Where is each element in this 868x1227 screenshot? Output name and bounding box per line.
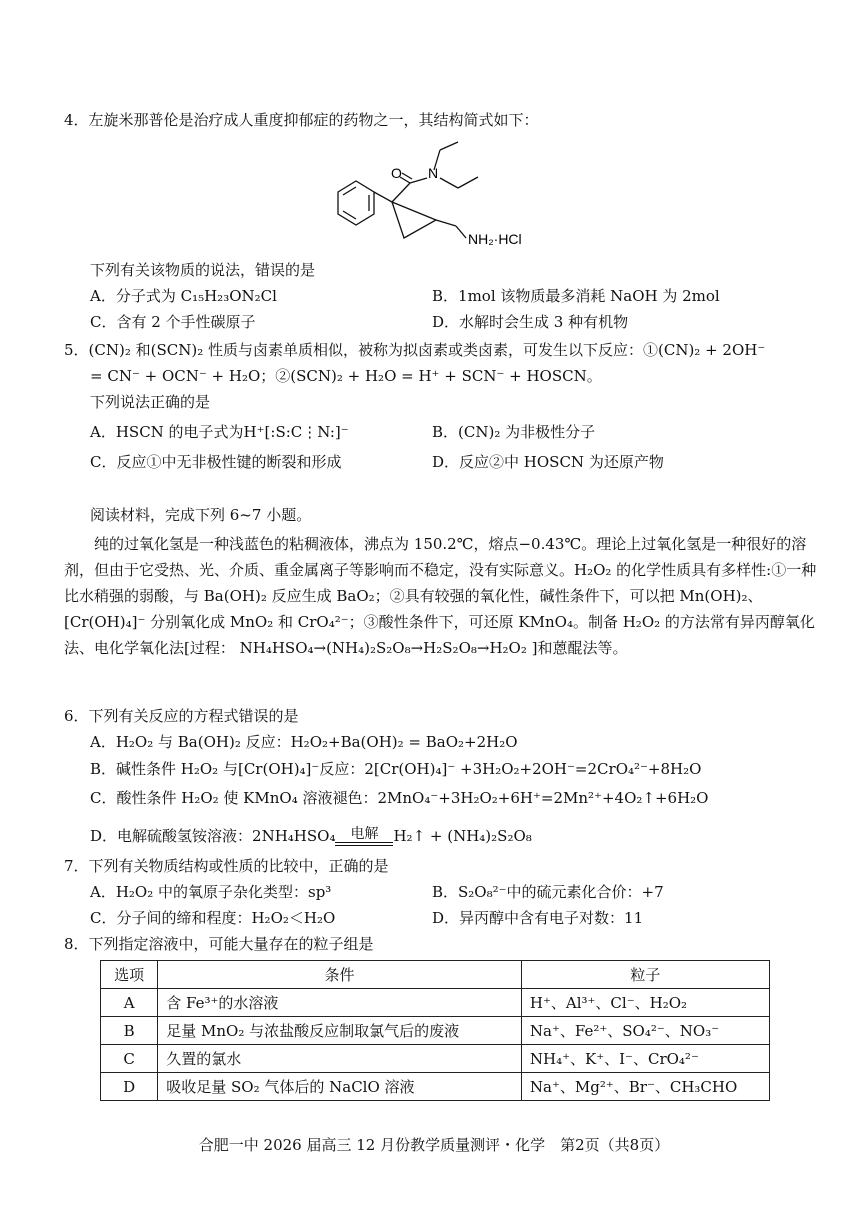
molecule-structure	[330, 134, 550, 252]
table-row	[101, 1017, 770, 1045]
q5-stem-line2: = CN⁻ + OCN⁻ + H₂O；②(SCN)₂ + H₂O = H⁺ + SCN⁻ + HOSCN。	[90, 367, 602, 385]
q4-prompt: 下列有关该物质的说法，错误的是	[90, 261, 316, 279]
table-row	[101, 1073, 770, 1101]
reading-intro: 阅读材料，完成下列 6~7 小题。	[90, 506, 312, 524]
q7-option-b: B．S₂O₈²⁻中的硫元素化合价：+7	[432, 883, 664, 901]
table-row	[101, 989, 770, 1017]
row-a-particles: H⁺、Al³⁺、Cl⁻、H₂O₂	[521, 989, 769, 1017]
row-d-particles: Na⁺、Mg²⁺、Br⁻、CH₃CHO	[521, 1073, 769, 1101]
row-b-option: B	[101, 1017, 158, 1045]
row-b-particles: Na⁺、Fe²⁺、SO₄²⁻、NO₃⁻	[521, 1017, 769, 1045]
q8-stem: 8．下列指定溶液中，可能大量存在的粒子组是	[64, 935, 374, 953]
q5-prompt: 下列说法正确的是	[90, 393, 211, 411]
mol-oxygen: O	[391, 165, 402, 181]
table-row	[101, 1045, 770, 1073]
page-footer: 合肥一中 2026 届高三 12 月份教学质量测评・化学 第2页（共8页）	[198, 1136, 670, 1154]
electrolysis-label: 电解	[350, 826, 379, 842]
mol-amine-salt: NH₂·HCl	[468, 231, 522, 247]
table-header-row	[101, 961, 770, 989]
q6-stem: 6．下列有关反应的方程式错误的是	[64, 707, 299, 725]
q5-option-d: D．反应②中 HOSCN 为还原产物	[432, 453, 664, 471]
q6-option-c: C．酸性条件 H₂O₂ 使 KMnO₄ 溶液褪色：2MnO₄⁻+3H₂O₂+6H⁺=2Mn²⁺+4O₂↑+6H₂O	[90, 789, 709, 807]
row-d-option: D	[101, 1073, 158, 1101]
q7-option-c: C．分子间的缔和程度：H₂O₂＜H₂O	[90, 909, 336, 927]
q4-option-a: A．分子式为 C₁₅H₂₃ON₂Cl	[90, 287, 277, 305]
q4-stem: 4．左旋米那普伦是治疗成人重度抑郁症的药物之一，其结构简式如下：	[64, 111, 539, 129]
q4-option-b: B．1mol 该物质最多消耗 NaOH 为 2mol	[432, 287, 720, 305]
header-condition: 条件	[158, 961, 522, 989]
q4-option-c: C．含有 2 个手性碳原子	[90, 313, 256, 331]
q6-option-d	[90, 826, 532, 846]
header-particles: 粒子	[521, 961, 769, 989]
row-a-option: A	[101, 989, 158, 1017]
q7-option-a: A．H₂O₂ 中的氧原子杂化类型：sp³	[90, 883, 332, 901]
row-c-option: C	[101, 1045, 158, 1073]
q5-stem-line1: 5．(CN)₂ 和(SCN)₂ 性质与卤素单质相似，被称为拟卤素或类卤素，可发生以下反应：①(CN)₂ + 2OH⁻	[64, 341, 766, 359]
q5-option-b: B．(CN)₂ 为非极性分子	[432, 423, 596, 441]
mol-nitrogen: N	[428, 165, 439, 181]
q5-option-a: A．HSCN 的电子式为H⁺[:S:C⋮N:]⁻	[90, 423, 349, 441]
row-b-condition: 足量 MnO₂ 与浓盐酸反应制取氯气后的废液	[158, 1017, 522, 1045]
row-c-particles: NH₄⁺、K⁺、I⁻、CrO₄²⁻	[521, 1045, 769, 1073]
q8-table	[100, 960, 770, 1101]
row-a-condition: 含 Fe³⁺的水溶液	[158, 989, 522, 1017]
q6-d-right: H₂↑ + (NH₄)₂S₂O₈	[393, 827, 532, 845]
q7-option-d: D．异丙醇中含有电子对数：11	[432, 909, 644, 927]
q5-option-c: C．反应①中无非极性键的断裂和形成	[90, 453, 342, 471]
q6-d-left: D．电解硫酸氢铵溶液：2NH₄HSO₄	[90, 827, 336, 845]
row-c-condition: 久置的氯水	[158, 1045, 522, 1073]
q7-stem: 7．下列有关物质结构或性质的比较中，正确的是	[64, 857, 389, 875]
q6-option-a: A．H₂O₂ 与 Ba(OH)₂ 反应：H₂O₂+Ba(OH)₂ = BaO₂+2H₂O	[90, 733, 518, 751]
row-d-condition: 吸收足量 SO₂ 气体后的 NaClO 溶液	[158, 1073, 522, 1101]
electrolysis-arrow	[335, 827, 393, 846]
q6-option-b: B．碱性条件 H₂O₂ 与[Cr(OH)₄]⁻反应：2[Cr(OH)₄]⁻ +3H₂O₂+2OH⁻=2CrO₄²⁻+8H₂O	[90, 760, 702, 778]
header-option: 选项	[101, 961, 158, 989]
q4-option-d: D．水解时会生成 3 种有机物	[432, 313, 629, 331]
reading-body: 纯的过氧化氢是一种浅蓝色的粘稠液体，沸点为 150.2℃，熔点−0.43℃。理论上过氧化氢是一种很好的溶剂，但由于它受热、光、介质、重金属离子等影响而不稳定，没有实际意义。H₂O₂ 的化学性质具有多样性:①一种比水稍强的弱酸，与 Ba(OH)₂ 反应生成 BaO₂；②具有较强的氧化性，碱性条件下，可以把 Mn(OH)₂、[Cr(OH)₄]⁻ 分别氧化成 MnO₂ 和 CrO₄²⁻；③酸性条件下，可还原 KMnO₄。制备 H₂O₂ 的方法常有异丙醇氧化法、电化学氧化法[过程： NH₄HSO₄→(NH₄)₂S₂O₈→H₂S₂O₈→H₂O₂ ]和蒽醌法等。	[64, 535, 817, 657]
